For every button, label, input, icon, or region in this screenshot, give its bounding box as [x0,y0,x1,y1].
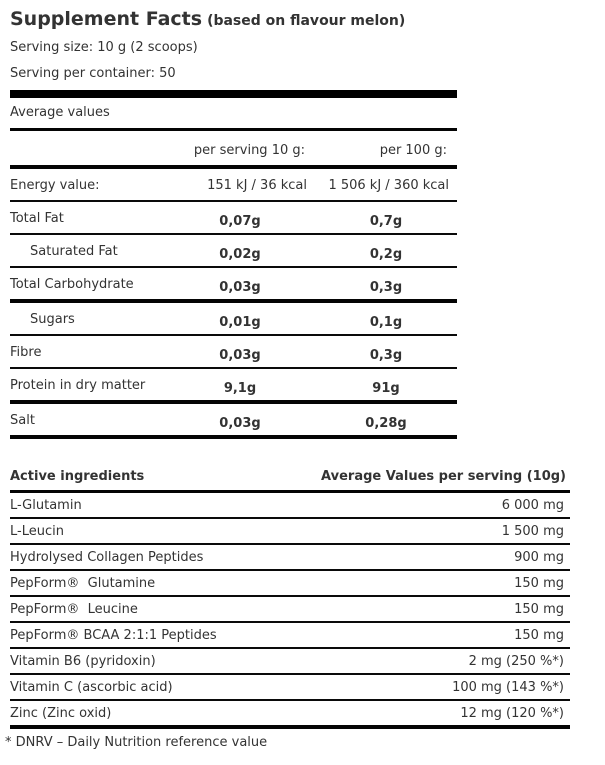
ingredient-row-vitamin-c [10,675,570,701]
ingredient-row-pepform-bcaa [10,623,570,649]
ingredient-label: PepForm® Leucine [10,602,138,617]
nutrition-label: Fibre [10,345,42,360]
ingredient-label: Vitamin C (ascorbic acid) [10,680,173,695]
ingredient-value: 12 mg (120 %*) [460,706,564,721]
per-serving-value: 0,07g [219,214,261,229]
per-100g-value: 91g [372,381,400,396]
ingredient-row-vitamin-b6 [10,649,570,675]
average-values-heading: Average Values per serving (10g) [321,469,566,484]
per-100g-value: 0,3g [369,280,403,295]
nutrition-facts-table [10,90,457,439]
per-serving-value: 9,1g [223,381,257,396]
per-100g-value: 1 506 kJ / 360 kcal [328,178,449,193]
column-header-row [10,131,457,169]
nutrition-label: Energy value: [10,178,100,193]
nutrition-row-protein [10,369,457,404]
ingredient-row-pepform-leucine [10,597,570,623]
per-100g-value: 0,1g [369,315,403,330]
per-serving-value: 0,01g [219,315,261,330]
nutrition-label: Saturated Fat [30,244,118,259]
per-100g-value: 0,2g [369,247,403,262]
dnrv-footnote: * DNRV – Daily Nutrition reference value [5,735,268,750]
nutrition-row-salt [10,404,457,439]
nutrition-row-total-carbohydrate [10,268,457,303]
active-ingredients-heading: Active ingredients [10,469,145,484]
nutrition-row-saturated-fat [10,235,457,268]
serving-size-text: Serving size: 10 g (2 scoops) [10,40,198,55]
column-header-per-100g: per 100 g: [379,143,447,158]
ingredient-row-pepform-glutamine [10,571,570,597]
ingredient-value: 100 mg (143 %*) [452,680,564,695]
ingredient-label: Zinc (Zinc oxid) [10,706,112,721]
ingredient-value: 900 mg [514,550,564,565]
ingredient-value: 150 mg [514,602,564,617]
servings-per-container-text: Serving per container: 50 [10,66,176,81]
nutrition-label: Sugars [30,312,75,327]
nutrition-row-sugars [10,303,457,336]
nutrition-label: Protein in dry matter [10,378,146,393]
ingredient-row-l-leucin [10,519,570,545]
ingredient-value: 1 500 mg [501,524,564,539]
per-serving-value: 0,02g [219,247,261,262]
top-divider-bar [10,90,457,98]
flavour-note: (based on flavour melon) [207,13,406,29]
ingredient-label: Hydrolysed Collagen Peptides [10,550,204,565]
per-100g-value: 0,28g [365,416,407,431]
per-serving-value: 0,03g [219,348,261,363]
column-header-per-serving: per serving 10 g: [193,143,305,158]
ingredient-label: L-Glutamin [10,498,82,513]
average-values-label: Average values [10,98,457,131]
nutrition-label: Salt [10,413,35,428]
nutrition-row-energy [10,169,457,202]
per-serving-value: 0,03g [219,280,261,295]
supplement-facts-title: Supplement Facts [10,8,203,30]
per-serving-value: 151 kJ / 36 kcal [207,178,307,193]
ingredient-label: Vitamin B6 (pyridoxin) [10,654,156,669]
nutrition-label: Total Carbohydrate [10,277,134,292]
nutrition-label: Total Fat [10,211,64,226]
per-100g-value: 0,3g [369,348,403,363]
ingredient-row-collagen [10,545,570,571]
page-title [10,9,605,32]
per-100g-value: 0,7g [369,214,403,229]
ingredient-value: 6 000 mg [501,498,564,513]
nutrition-row-total-fat [10,202,457,235]
ingredient-row-l-glutamin [10,493,570,519]
active-ingredients-header-row [10,469,570,493]
ingredient-value: 2 mg (250 %*) [468,654,564,669]
active-ingredients-table [10,469,570,729]
ingredient-value: 150 mg [514,628,564,643]
column-header-spacer [10,143,155,158]
ingredient-label: L-Leucin [10,524,64,539]
ingredient-label: PepForm® BCAA 2:1:1 Peptides [10,628,217,643]
ingredient-label: PepForm® Glutamine [10,576,156,591]
nutrition-row-fibre [10,336,457,369]
ingredient-row-zinc [10,701,570,729]
per-serving-value: 0,03g [219,416,261,431]
ingredient-value: 150 mg [514,576,564,591]
